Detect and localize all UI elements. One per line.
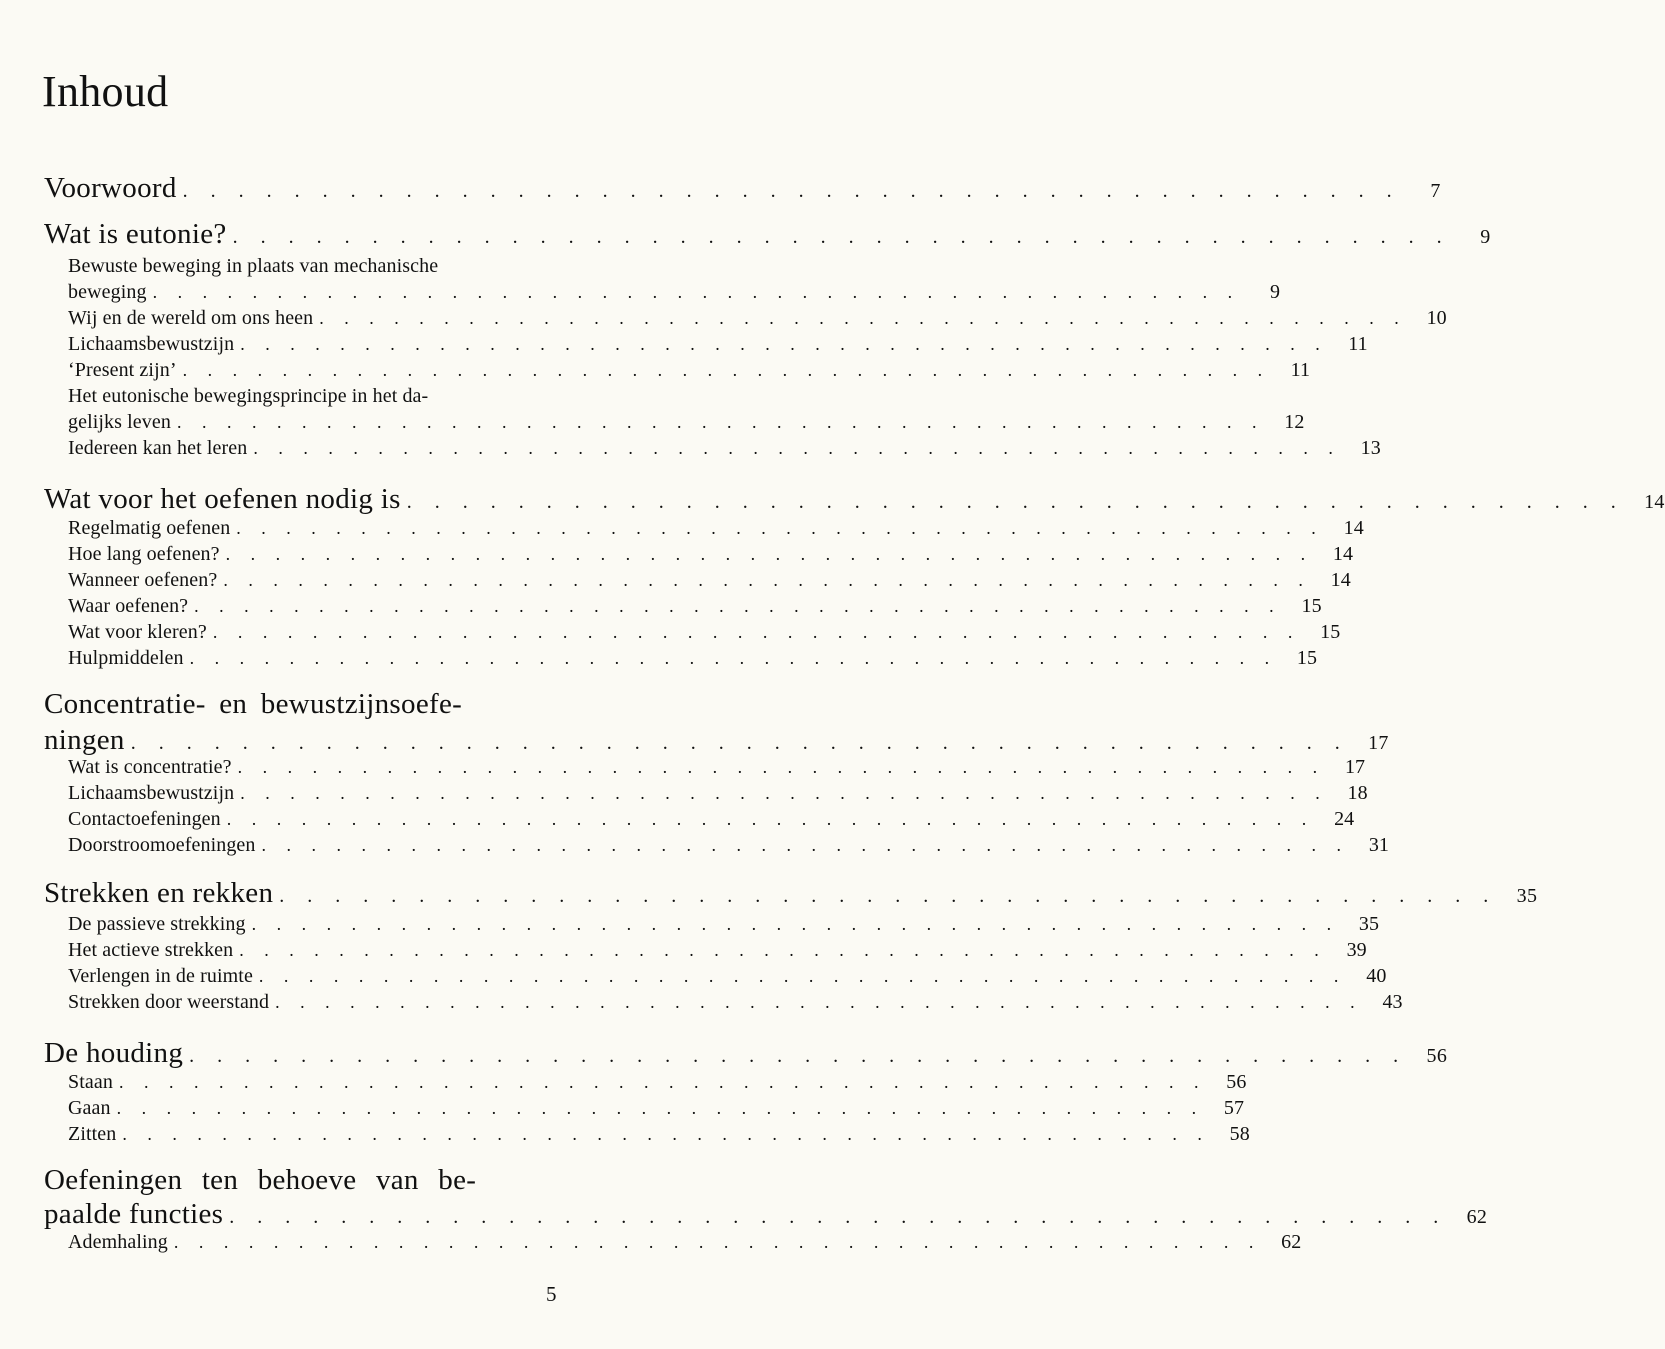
dot-leader: . . . . . . . . . . . . . . . . . . . . . . . . . . . . . . . . . . . . . . . . . . . . — [253, 438, 1341, 458]
toc-chapter-strekken — [44, 877, 1538, 910]
toc-entry-label: ‘Present zijn’ — [68, 359, 177, 381]
toc-chapter-label: Wat is eutonie? — [44, 218, 227, 250]
dot-leader: . . . . . . . . . . . . . . . . . . . . . . . . . . . . . . . . . . . . . . . . . . . . — [173, 1232, 1262, 1252]
toc-chapter-functies-line-1: Oefeningen ten behoeve van be- — [44, 1164, 477, 1196]
toc-page-number: 40 — [1366, 965, 1387, 987]
dot-leader: . . . . . . . . . . . . . . . . . . . . . . . . . . . . . . . . . . . . . . . . . . . . — [239, 940, 1327, 960]
toc-page-number: 13 — [1360, 437, 1381, 459]
toc-page-number: 15 — [1320, 621, 1341, 643]
toc-page-number: 15 — [1301, 595, 1322, 617]
toc-page-number: 9 — [1269, 281, 1281, 303]
toc-page-number: 11 — [1290, 359, 1311, 381]
toc-entry-actieve-strekken — [68, 939, 1367, 962]
toc-entry-label: Doorstroomoefeningen — [68, 834, 256, 856]
dot-leader: . . . . . . . . . . . . . . . . . . . . . . . . . . . . . . . . . . . . . . . . . . . . — [406, 491, 1625, 513]
toc-entry-lichaamsbewustzijn — [68, 333, 1368, 356]
dot-leader: . . . . . . . . . . . . . . . . . . . . . . . . . . . . . . . . . . . . . . . . . . . . — [261, 835, 1350, 855]
toc-entry-kleren — [68, 621, 1341, 644]
toc-entry-label: Gaan — [68, 1097, 111, 1119]
toc-entry-doorstroomoefeningen — [68, 834, 1390, 857]
dot-leader: . . . . . . . . . . . . . . . . . . . . . . . . . . . . . . . . . . . . . . . . . . . . — [258, 966, 1347, 986]
toc-page-number: 14 — [1644, 491, 1665, 513]
toc-entry-regelmatig — [68, 517, 1364, 540]
toc-page-number: 17 — [1368, 732, 1389, 754]
toc-entry-zitten — [68, 1123, 1250, 1146]
toc-entry-label: Regelmatig oefenen — [68, 517, 231, 539]
toc-page-number: 56 — [1426, 1045, 1448, 1067]
toc-entry-staan — [68, 1071, 1247, 1094]
toc-page-number: 9 — [1480, 226, 1491, 248]
toc-entry-label: Verlengen in de ruimte — [68, 965, 253, 987]
toc-chapter-concentratie — [44, 724, 1389, 757]
toc-entry-wat-is-concentratie — [68, 756, 1366, 779]
toc-entry-waar — [68, 595, 1322, 618]
toc-entry-contactoefeningen — [68, 808, 1355, 831]
toc-entry-label: Zitten — [68, 1123, 117, 1145]
toc-page-number: 24 — [1334, 808, 1355, 830]
toc-entry-wanneer — [68, 569, 1351, 592]
dot-leader: . . . . . . . . . . . . . . . . . . . . . . . . . . . . . . . . . . . . . . . . . . . . — [279, 885, 1498, 907]
toc-chapter-voorwoord — [44, 172, 1441, 205]
toc-entry-present-zijn — [68, 359, 1311, 382]
dot-leader: . . . . . . . . . . . . . . . . . . . . . . . . . . . . . . . . . . . . . . . . . . . . — [251, 914, 1340, 934]
dot-leader: . . . . . . . . . . . . . . . . . . . . . . . . . . . . . . . . . . . . . . . . . . . . — [229, 1206, 1448, 1228]
toc-entry-bewuste-beweging-line-1: Bewuste beweging in plaats van mechanische — [68, 255, 439, 277]
dot-leader: . . . . . . . . . . . . . . . . . . . . . . . . . . . . . . . . . . . . . . . . . . . . — [226, 809, 1315, 829]
toc-page-number: 35 — [1516, 885, 1538, 907]
dot-leader: . . . . . . . . . . . . . . . . . . . . . . . . . . . . . . . . . . . . . . . . . . . . — [240, 783, 1328, 803]
toc-entry-passieve-strekking — [68, 913, 1380, 936]
toc-entry-label: Lichaamsbewustzijn — [68, 333, 235, 355]
toc-chapter-eutonie — [44, 218, 1491, 251]
dot-leader: . . . . . . . . . . . . . . . . . . . . . . . . . . . . . . . . . . . . . . . . . . . . — [194, 596, 1282, 616]
dot-leader: . . . . . . . . . . . . . . . . . . . . . . . . . . . . . . . . . . . . . . . . . . . . — [189, 1045, 1408, 1067]
toc-chapter-label: De houding — [44, 1037, 184, 1069]
dot-leader: . . . . . . . . . . . . . . . . . . . . . . . . . . . . . . . . . . . . . . . . . . . . — [176, 412, 1265, 432]
dot-leader: . . . . . . . . . . . . . . . . . . . . . . . . . . . . . . . . . . . . . . . . . . . . — [240, 334, 1328, 354]
dot-leader: . . . . . . . . . . . . . . . . . . . . . . . . . . . . . . . . . . . . . . . . . . . . — [130, 732, 1349, 754]
toc-page-number: 15 — [1296, 647, 1318, 669]
dot-leader: . . . . . . . . . . . . . . . . . . . . . . . . . . . . . . . . . . . . . . . . . . . . — [212, 622, 1301, 642]
toc-page-number: 18 — [1347, 782, 1368, 804]
toc-chapter-oefenen — [44, 483, 1665, 516]
toc-chapter-label: paalde functies — [44, 1198, 224, 1230]
toc-page-number: 12 — [1284, 411, 1305, 433]
toc-entry-label: Iedereen kan het leren — [68, 437, 248, 459]
toc-chapter-label: Strekken en rekken — [44, 877, 274, 909]
toc-entry-label: De passieve strekking — [68, 913, 246, 935]
page-number: 5 — [546, 1282, 557, 1306]
toc-entry-hoe-lang — [68, 543, 1354, 566]
toc-page-number: 35 — [1358, 913, 1380, 935]
toc-page-number: 17 — [1344, 756, 1366, 778]
toc-chapter-label: Wat voor het oefenen nodig is — [44, 483, 401, 515]
toc-entry-label: Het actieve strekken — [68, 939, 234, 961]
toc-page-number: 7 — [1430, 180, 1441, 202]
toc-chapter-concentratie-line-1: Concentratie- en bewustzijnsoefe- — [44, 688, 463, 720]
toc-chapter-label: Voorwoord — [44, 172, 177, 204]
toc-entry-label: Hulpmiddelen — [68, 647, 184, 669]
page-title: Inhoud — [42, 67, 169, 116]
toc-entry-label: beweging — [68, 281, 147, 303]
toc-entry-verlengen — [68, 965, 1387, 988]
toc-page-number: 31 — [1368, 834, 1390, 856]
toc-page-number: 58 — [1229, 1123, 1250, 1145]
toc-entry-bewuste-beweging — [68, 281, 1281, 304]
toc-page-number: 43 — [1382, 991, 1403, 1013]
toc-entry-ademhaling — [68, 1231, 1302, 1254]
toc-entry-wereld — [68, 307, 1447, 330]
toc-page-number: 39 — [1346, 939, 1367, 961]
toc-page-number: 10 — [1426, 307, 1447, 329]
toc-entry-bewegingsprincipe-line-1: Het eutonische bewegingsprincipe in het da- — [68, 385, 429, 407]
dot-leader: . . . . . . . . . . . . . . . . . . . . . . . . . . . . . . . . . . . . . . . . . . . . — [225, 544, 1314, 564]
dot-leader: . . . . . . . . . . . . . . . . . . . . . . . . . . . . . . . . . . . . . . . . . . . . — [152, 282, 1241, 302]
toc-entry-label: Hoe lang oefenen? — [68, 543, 220, 565]
toc-entry-label: Contactoefeningen — [68, 808, 221, 830]
dot-leader: . . . . . . . . . . . . . . . . . . . . . . . . . . . . . . . . . . . . . . . . . . . . — [182, 180, 1401, 202]
toc-page-number: 62 — [1281, 1231, 1302, 1253]
toc-entry-label: gelijks leven — [68, 411, 171, 433]
toc-page-number: 14 — [1330, 569, 1351, 591]
toc-entry-label: Wat is concentratie? — [68, 756, 232, 778]
dot-leader: . . . . . . . . . . . . . . . . . . . . . . . . . . . . . . . . . . . . . . . . . . . . — [319, 308, 1407, 328]
toc-chapter-houding — [44, 1037, 1448, 1070]
toc-chapter-functies — [44, 1198, 1488, 1231]
toc-entry-gaan — [68, 1097, 1245, 1120]
toc-page-number: 62 — [1466, 1206, 1488, 1228]
dot-leader: . . . . . . . . . . . . . . . . . . . . . . . . . . . . . . . . . . . . . . . . . . . . — [189, 648, 1278, 668]
dot-leader: . . . . . . . . . . . . . . . . . . . . . . . . . . . . . . . . . . . . . . . . . . . . — [122, 1124, 1210, 1144]
toc-page-number: 57 — [1223, 1097, 1245, 1119]
toc-entry-iedereen — [68, 437, 1381, 460]
toc-entry-label: Lichaamsbewustzijn — [68, 782, 235, 804]
dot-leader: . . . . . . . . . . . . . . . . . . . . . . . . . . . . . . . . . . . . . . . . . . . . — [232, 226, 1451, 248]
toc-entry-label: Strekken door weerstand — [68, 991, 270, 1013]
dot-leader: . . . . . . . . . . . . . . . . . . . . . . . . . . . . . . . . . . . . . . . . . . . . — [275, 992, 1363, 1012]
toc-entry-bewegingsprincipe — [68, 411, 1305, 434]
dot-leader: . . . . . . . . . . . . . . . . . . . . . . . . . . . . . . . . . . . . . . . . . . . . — [182, 360, 1271, 380]
toc-entry-lichaamsbewustzijn-2 — [68, 782, 1368, 805]
toc-entry-label: Staan — [68, 1071, 113, 1093]
toc-entry-label: Wanneer oefenen? — [68, 569, 218, 591]
toc-page-number: 14 — [1343, 517, 1364, 539]
dot-leader: . . . . . . . . . . . . . . . . . . . . . . . . . . . . . . . . . . . . . . . . . . . . — [118, 1072, 1207, 1092]
dot-leader: . . . . . . . . . . . . . . . . . . . . . . . . . . . . . . . . . . . . . . . . . . . . — [237, 757, 1326, 777]
toc-entry-label: Wij en de wereld om ons heen — [68, 307, 314, 329]
toc-page-number: 14 — [1332, 543, 1354, 565]
dot-leader: . . . . . . . . . . . . . . . . . . . . . . . . . . . . . . . . . . . . . . . . . . . . — [236, 518, 1324, 538]
toc-entry-label: Wat voor kleren? — [68, 621, 207, 643]
toc-entry-label: Ademhaling — [68, 1231, 168, 1253]
toc-entry-hulpmiddelen — [68, 647, 1318, 670]
toc-entry-weerstand — [68, 991, 1403, 1014]
dot-leader: . . . . . . . . . . . . . . . . . . . . . . . . . . . . . . . . . . . . . . . . . . . . — [116, 1098, 1205, 1118]
toc-entry-label: Waar oefenen? — [68, 595, 189, 617]
dot-leader: . . . . . . . . . . . . . . . . . . . . . . . . . . . . . . . . . . . . . . . . . . . . — [223, 570, 1311, 590]
toc-page-number: 56 — [1226, 1071, 1247, 1093]
toc-page-number: 11 — [1348, 333, 1368, 355]
toc-chapter-label: ningen — [44, 724, 125, 756]
